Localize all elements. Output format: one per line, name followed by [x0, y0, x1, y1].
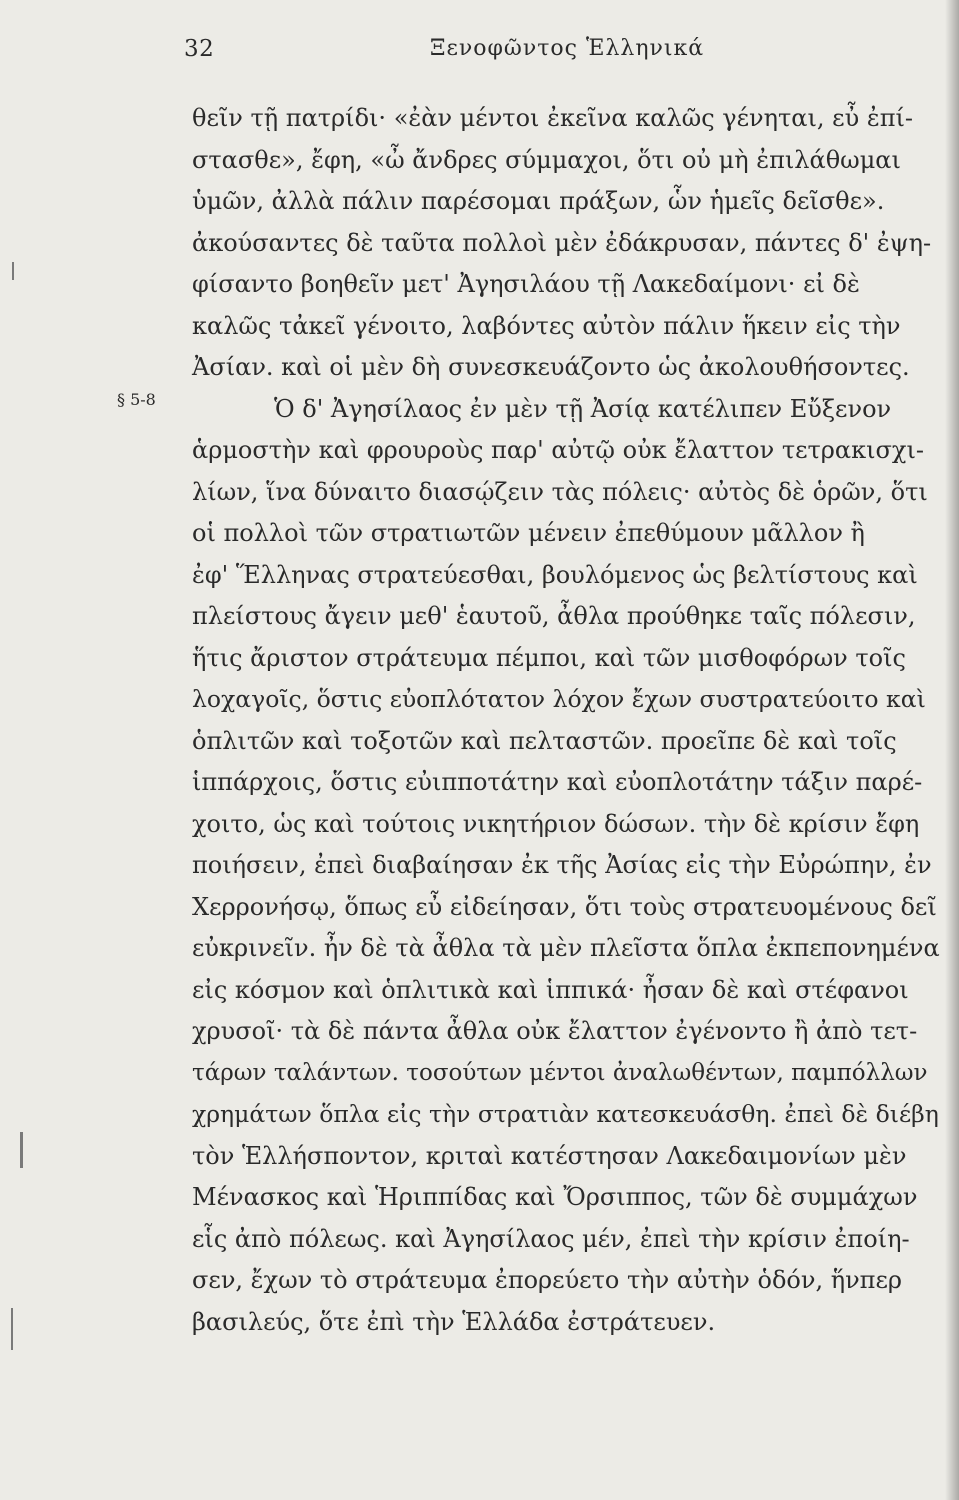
text-line: καλῶς τἀκεῖ γένοιτο, λαβόντες αὐτὸν πάλιν ἥκειν εἰς τὴν — [192, 311, 901, 340]
text-line: εὐκρινεῖν. ἦν δὲ τὰ ἆθλα τὰ μὲν πλεῖστα ὅπλα ἐκπεπονημένα — [192, 934, 940, 962]
text-line: λίων, ἵνα δύναιτο διασῴζειν τὰς πόλεις· αὐτὸς δὲ ὁρῶν, ὅτι — [192, 477, 928, 506]
text-line: ἁρμοστὴν καὶ φρουροὺς παρ' αὐτῷ οὐκ ἔλαττον τετρακισχι- — [192, 436, 924, 464]
section-reference: § 5-8 — [117, 390, 156, 409]
scan-mark — [20, 1132, 23, 1168]
text-line: θεῖν τῇ πατρίδι· «ἐὰν μέντοι ἐκεῖνα καλῶς γένηται, εὖ ἐπί- — [192, 104, 913, 132]
text-line: χρυσοῖ· τὰ δὲ πάντα ἆθλα οὐκ ἔλαττον ἐγένοντο ἢ ἀπὸ τετ- — [192, 1017, 918, 1045]
text-line: ὑμῶν, ἀλλὰ πάλιν παρέσομαι πράξων, ὧν ἡμεῖς δεῖσθε». — [192, 187, 885, 215]
text-line: πλείστους ἄγειν μεθ' ἑαυτοῦ, ἆθλα προύθηκε ταῖς πόλεσιν, — [192, 602, 916, 630]
body-text — [192, 98, 940, 1343]
text-line: Ὁ δ' Ἀγησίλαος ἐν μὲν τῇ Ἀσίᾳ κατέλιπεν Εὔξενον — [274, 394, 892, 423]
text-line: στασθε», ἔφη, «ὦ ἄνδρες σύμμαχοι, ὅτι οὐ μὴ ἐπιλάθωμαι — [192, 145, 901, 174]
page-edge-shadow — [945, 0, 959, 1500]
text-line: ποιήσειν, ἐπεὶ διαβαίησαν ἐκ τῆς Ἀσίας εἰς τὴν Εὐρώπην, ἐν — [192, 851, 932, 879]
text-line: φίσαντο βοηθεῖν μετ' Ἀγησιλάου τῇ Λακεδαίμονι· εἰ δὲ — [192, 270, 860, 298]
text-line: χρημάτων ὅπλα εἰς τὴν στρατιὰν κατεσκευάσθη. ἐπεὶ δὲ διέβη — [192, 1100, 939, 1128]
scan-mark — [11, 1308, 13, 1350]
text-line: Ἀσίαν. καὶ οἱ μὲν δὴ συνεσκευάζοντο ὡς ἀκολουθήσοντες. — [192, 353, 910, 381]
text-line: σεν, ἔχων τὸ στράτευμα ἐπορεύετο τὴν αὐτὴν ὁδόν, ἥνπερ — [192, 1266, 902, 1294]
text-line: Χερρονήσῳ, ὅπως εὖ εἰδείησαν, ὅτι τοὺς στρατευομένους δεῖ — [192, 892, 937, 921]
text-line: χοιτο, ὡς καὶ τούτοις νικητήριον δώσων. τὴν δὲ κρίσιν ἔφη — [192, 809, 920, 838]
text-line: Μένασκος καὶ Ἡριππίδας καὶ Ὄρσιππος, τῶν δὲ συμμάχων — [192, 1183, 918, 1211]
text-line: βασιλεύς, ὅτε ἐπὶ τὴν Ἑλλάδα ἐστράτευεν. — [192, 1307, 716, 1336]
page-header — [0, 36, 959, 76]
text-line: ἀκούσαντες δὲ ταῦτα πολλοὶ μὲν ἐδάκρυσαν, πάντες δ' ἐψη- — [192, 228, 932, 257]
text-line: ὁπλιτῶν καὶ τοξοτῶν καὶ πελταστῶν. προεῖπε δὲ καὶ τοῖς — [192, 726, 897, 755]
text-line: εἰς κόσμον καὶ ὁπλιτικὰ καὶ ἱππικά· ἦσαν δὲ καὶ στέφανοι — [192, 975, 909, 1004]
text-line: ἱππάρχοις, ὅστις εὐιπποτάτην καὶ εὐοπλοτάτην τάξιν παρέ- — [192, 768, 923, 796]
text-line: εἷς ἀπὸ πόλεως. καὶ Ἀγησίλαος μέν, ἐπεὶ τὴν κρίσιν ἐποίη- — [192, 1224, 910, 1253]
text-line: ἐφ' Ἕλληνας στρατεύεσθαι, βουλόμενος ὡς βελτίστους καὶ — [192, 560, 918, 589]
running-title: Ξενοφῶντος Ἑλληνικά — [430, 36, 705, 61]
text-line: λοχαγοῖς, ὅστις εὐοπλότατον λόχον ἔχων συστρατεύοιτο καὶ — [192, 685, 926, 713]
page-number: 32 — [184, 36, 215, 62]
text-line: τάρων ταλάντων. τοσούτων μέντοι ἀναλωθέντων, παμπόλλων — [192, 1059, 928, 1086]
text-line: ἥτις ἄριστον στράτευμα πέμποι, καὶ τῶν μισθοφόρων τοῖς — [192, 643, 906, 672]
text-line: οἱ πολλοὶ τῶν στρατιωτῶν μένειν ἐπεθύμουν μᾶλλον ἢ — [192, 519, 865, 547]
text-line: τὸν Ἑλλήσποντον, κριταὶ κατέστησαν Λακεδαιμονίων μὲν — [192, 1141, 907, 1170]
scan-mark — [12, 262, 14, 280]
